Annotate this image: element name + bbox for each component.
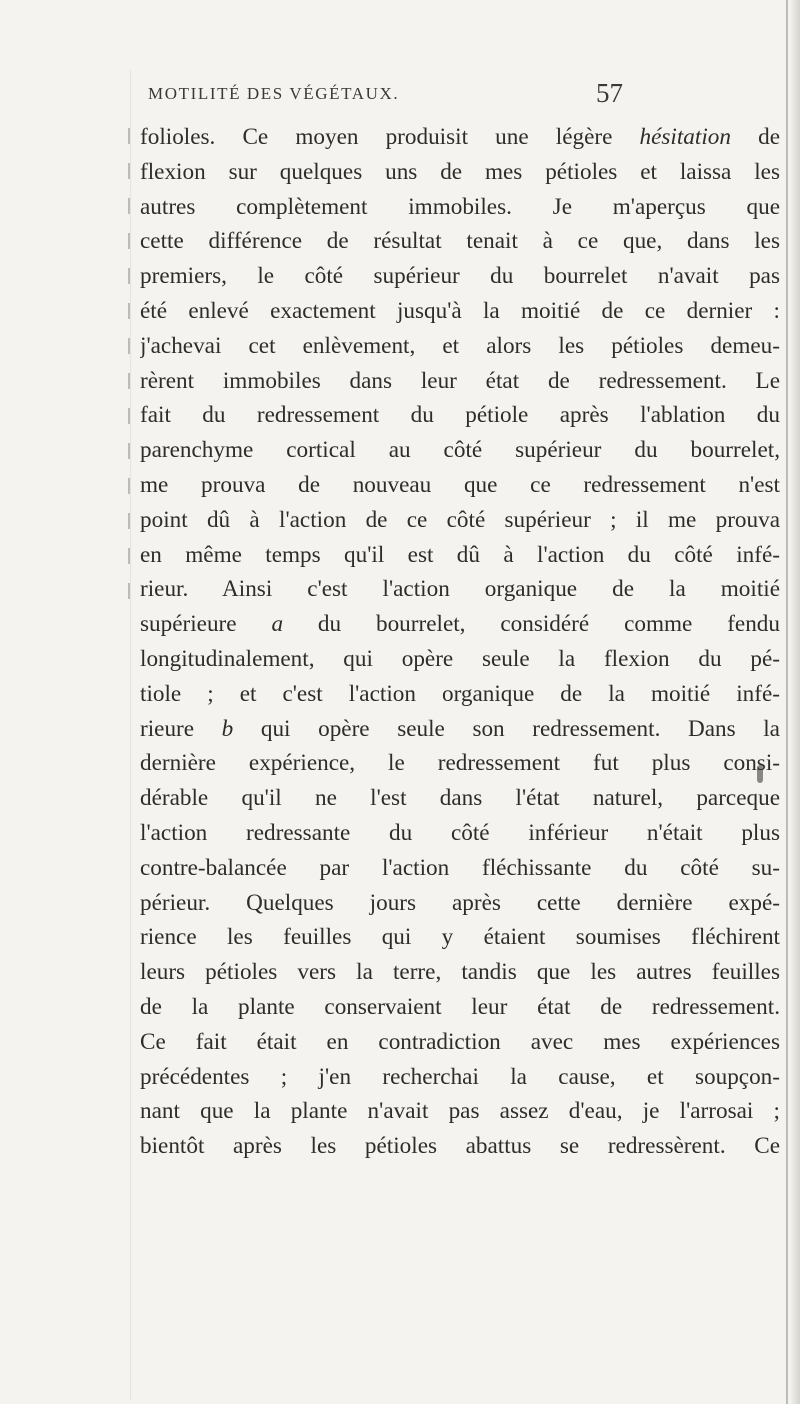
text-line	[140, 955, 780, 990]
text-line	[140, 329, 780, 364]
text-segment: premiers, le côté supérieur du bourrelet n'avait pas	[140, 263, 780, 290]
text-segment: été enlevé exactement jusqu'à la moitié de ce dernier :	[140, 297, 780, 324]
margin-mark	[128, 303, 130, 319]
text-segment: j'achevai cet enlèvement, et alors les pétioles demeu-	[140, 332, 780, 359]
text-line	[140, 190, 780, 225]
text-line	[140, 155, 780, 190]
text-line	[140, 1060, 780, 1095]
margin-mark	[128, 513, 130, 529]
text-line	[140, 364, 780, 399]
margin-mark	[128, 268, 130, 284]
text-line	[140, 920, 780, 955]
text-segment: rieur. Ainsi c'est l'action organique de la moitié	[140, 576, 780, 603]
text-segment: en même temps qu'il est dû à l'action du côté infé-	[140, 541, 780, 568]
text-line	[140, 642, 780, 677]
text-line	[140, 607, 780, 642]
page-shadow-left	[130, 70, 131, 1400]
margin-mark	[128, 128, 130, 144]
text-segment: folioles. Ce moyen produisit une légère	[140, 124, 640, 150]
margin-mark	[128, 338, 130, 354]
text-line	[140, 746, 780, 781]
text-segment: du bourrelet, considéré comme fendu	[283, 611, 780, 638]
text-segment: parenchyme cortical au côté supérieur du bourrelet,	[140, 437, 780, 464]
margin-mark	[128, 373, 130, 389]
text-line	[140, 259, 780, 294]
text-segment: de la plante conservaient leur état de redressement.	[140, 993, 780, 1020]
text-segment: l'action redressante du côté inférieur n'était plus	[140, 819, 780, 846]
page-edge-line	[786, 0, 788, 1404]
margin-mark	[128, 548, 130, 564]
italic-term: hésitation	[639, 124, 731, 150]
text-segment: dérable qu'il ne l'est dans l'état naturel, parceque	[140, 785, 780, 812]
text-line	[140, 781, 780, 816]
text-segment: tiole ; et c'est l'action organique de la moitié infé-	[140, 680, 780, 707]
text-line	[140, 503, 780, 538]
text-segment: point dû à l'action de ce côté supérieur ; il me prouva	[140, 506, 780, 533]
text-line	[140, 1129, 780, 1164]
text-segment: longitudinalement, qui opère seule la flexion du pé-	[140, 645, 780, 672]
margin-mark	[128, 233, 130, 249]
text-segment: nant que la plante n'avait pas assez d'eau, je l'arrosai ;	[140, 1098, 780, 1125]
binding-edge	[790, 0, 800, 1404]
text-segment: bientôt après les pétioles abattus se redressèrent. Ce	[140, 1133, 780, 1160]
text-line	[140, 816, 780, 851]
text-line	[140, 990, 780, 1025]
margin-mark	[128, 408, 130, 424]
text-segment: rience les feuilles qui y étaient soumises fléchirent	[140, 924, 780, 951]
text-segment: cette différence de résultat tenait à ce que, dans les	[140, 228, 780, 255]
italic-term: a	[271, 611, 284, 638]
margin-mark	[128, 478, 130, 494]
page-number: 57	[596, 78, 623, 108]
text-segment: qui opère seule son redressement. Dans la	[233, 715, 780, 742]
text-line	[140, 294, 780, 329]
text-line	[140, 851, 780, 886]
text-line	[140, 677, 780, 712]
text-segment: fait du redressement du pétiole après l'ablation du	[140, 402, 780, 429]
text-line	[140, 468, 780, 503]
margin-mark	[128, 443, 130, 459]
text-segment: leurs pétioles vers la terre, tandis que les autres feuilles	[140, 959, 780, 986]
text-segment: me prouva de nouveau que ce redressement n'est	[140, 471, 780, 498]
running-title: MOTILITÉ DES VÉGÉTAUX.	[148, 84, 400, 103]
text-line	[140, 712, 780, 747]
italic-term: b	[221, 715, 234, 742]
text-segment: périeur. Quelques jours après cette dernière expé-	[140, 889, 780, 916]
text-line	[140, 120, 780, 155]
margin-mark	[128, 163, 130, 179]
margin-mark	[128, 583, 130, 599]
text-segment: dernière expérience, le redressement fut plus consi-	[140, 750, 780, 777]
text-segment: de	[730, 124, 780, 150]
margin-mark	[128, 198, 130, 214]
text-line	[140, 398, 780, 433]
text-line	[140, 886, 780, 921]
body-text	[140, 120, 780, 1164]
text-segment: rèrent immobiles dans leur état de redressement. Le	[140, 367, 780, 394]
text-segment: supérieure	[140, 611, 272, 638]
text-line	[140, 1025, 780, 1060]
text-line	[140, 1094, 780, 1129]
text-segment: flexion sur quelques uns de mes pétioles et laissa les	[140, 158, 780, 185]
text-segment: autres complètement immobiles. Je m'aperçus que	[140, 193, 780, 220]
text-line	[140, 224, 780, 259]
text-segment: rieure	[140, 715, 222, 742]
text-line	[140, 572, 780, 607]
text-segment: précédentes ; j'en recherchai la cause, et soupçon-	[140, 1063, 780, 1090]
text-line	[140, 433, 780, 468]
page-header	[0, 78, 800, 118]
text-line	[140, 538, 780, 573]
text-segment: contre-balancée par l'action fléchissante du côté su-	[140, 854, 780, 881]
text-segment: Ce fait était en contradiction avec mes expériences	[140, 1028, 780, 1055]
